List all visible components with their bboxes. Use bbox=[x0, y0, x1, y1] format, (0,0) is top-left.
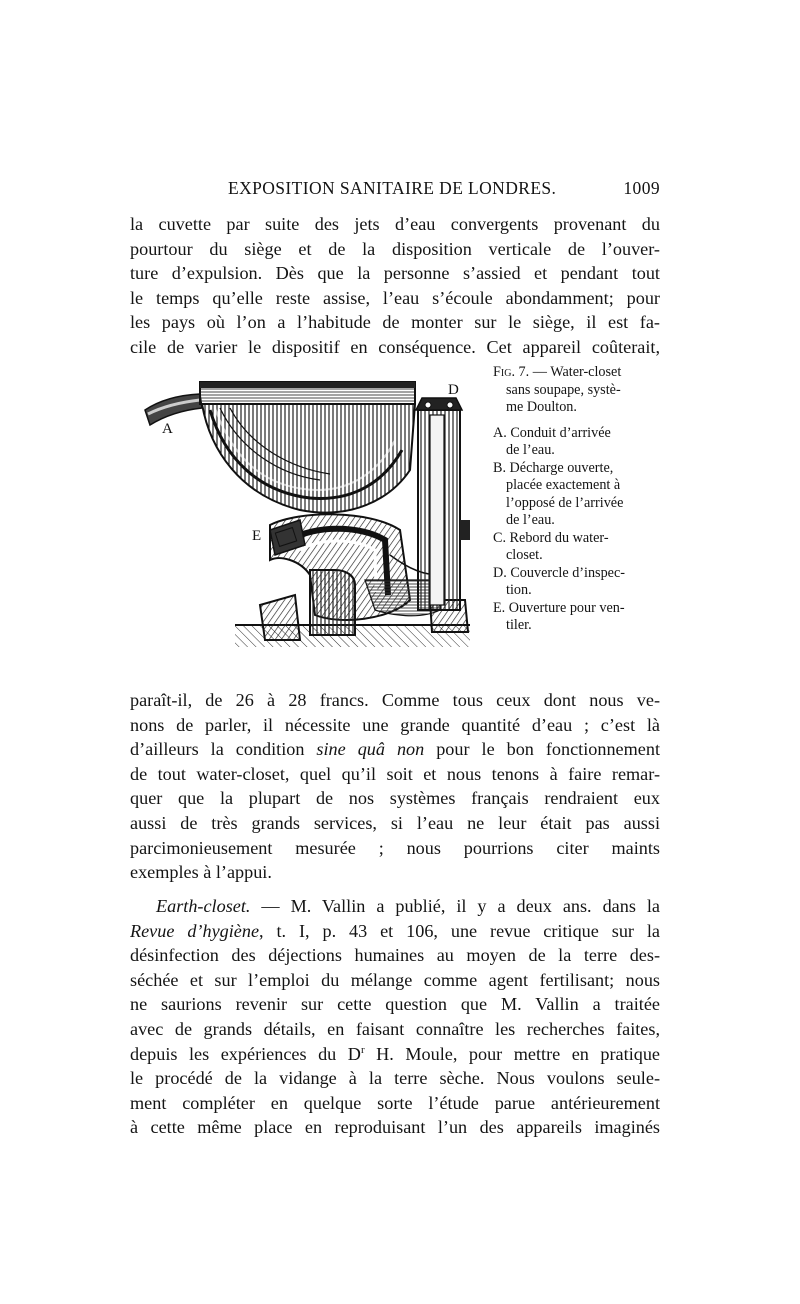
running-title: EXPOSITION SANITAIRE DE LONDRES. bbox=[228, 178, 557, 198]
text-line: le procédé de la vidange à la terre sèche. Nous voulons seule- bbox=[130, 1068, 660, 1089]
caption-title-line: me Doulton. bbox=[506, 399, 577, 415]
caption-item-c: C. Rebord du water- bbox=[493, 529, 609, 546]
text-line: Revue d’hygiène, t. I, p. 43 et 106, une revue critique sur la bbox=[130, 920, 660, 941]
text-line: depuis les expériences du $D^r$ H. Moule, pour mettre en pratique bbox=[130, 1043, 660, 1064]
caption-item-d: D. Couvercle d’inspec- bbox=[493, 564, 625, 581]
text-line: de tout water-closet, quel qu’il soit et nous tenons à faire remar- bbox=[130, 763, 660, 784]
text-line: paraît-il, de 26 à 28 francs. Comme tous ceux dont nous ve- bbox=[130, 690, 660, 710]
text-line: à cette même place en reproduisant l’un des appareils imaginés bbox=[130, 1117, 660, 1138]
page-number: 1009 bbox=[623, 178, 660, 198]
text-line: ment compléter en quelque sorte l’étude parue antérieurement bbox=[130, 1092, 660, 1113]
text-line: nons de parler, il nécessite une grande quantité d’eau ; c’est là bbox=[130, 714, 660, 735]
figure-7-illustration bbox=[140, 370, 485, 680]
text-line: désinfection des déjections humaines au moyen de la terre des- bbox=[130, 945, 660, 966]
caption-title-line: sans soupape, systè- bbox=[506, 381, 621, 398]
running-head bbox=[130, 172, 660, 202]
caption-item-line: closet. bbox=[506, 547, 543, 563]
text-line: pourtour du siège et de la disposition verticale de l’ouver- bbox=[130, 238, 660, 259]
text-line: aussi de très grands services, si l’eau ne leur était pas aussi bbox=[130, 812, 660, 833]
text-line: la cuvette par suite des jets d’eau convergents provenant du bbox=[130, 214, 660, 234]
text-line: parcimonieusement mesurée ; nous pourrions citer maints bbox=[130, 837, 660, 858]
label-a: A bbox=[162, 421, 173, 437]
text-line: séchée et sur l’emploi du mélange comme agent fertilisant; nous bbox=[130, 969, 660, 990]
label-e: E bbox=[252, 528, 262, 544]
figure-number: Fig. 7. bbox=[493, 364, 530, 380]
text-line: exemples à l’appui. bbox=[130, 862, 272, 883]
figure-caption bbox=[493, 364, 673, 635]
caption-item-line: de l’eau. bbox=[506, 512, 555, 528]
text-line: avec de grands détails, en faisant connaître les recherches faites, bbox=[130, 1018, 660, 1039]
inlet-pipe bbox=[145, 394, 202, 425]
text-line: ne saurions revenir sur cette question que M. Vallin a traitée bbox=[130, 994, 660, 1015]
water-closet-engraving bbox=[140, 370, 485, 680]
text-line: les pays où l’on a l’habitude de monter sur le siège, il est fa- bbox=[130, 312, 660, 333]
caption-item-e: E. Ouverture pour ven- bbox=[493, 599, 625, 616]
journal-title: Revue d’hygiène bbox=[130, 920, 260, 941]
outlet-pipe bbox=[310, 570, 355, 635]
text-line: ture d’expulsion. Dès que la personne s’assied et pendant tout bbox=[130, 263, 660, 284]
text-line: cile de varier le dispositif en conséquence. Cet appareil coûterait, bbox=[130, 336, 660, 357]
text-line: quer que la plupart de nos systèmes français rendraient eux bbox=[130, 788, 660, 809]
caption-item-line: tiler. bbox=[506, 617, 532, 633]
label-d: D bbox=[448, 382, 459, 398]
caption-title: Fig. 7. — Water-closet bbox=[493, 364, 622, 380]
caption-item-a: A. Conduit d’arrivée bbox=[493, 424, 611, 441]
caption-item-b: B. Décharge ouverte, bbox=[493, 459, 614, 476]
caption-item-line: tion. bbox=[506, 582, 532, 598]
text-line: Earth-closet. — M. Vallin a publié, il y a deux ans. dans la bbox=[156, 896, 660, 916]
latin-phrase: sine quâ non bbox=[316, 739, 425, 760]
caption-item-line: de l’eau. bbox=[506, 442, 555, 458]
caption-item-line: l’opposé de l’arrivée bbox=[506, 494, 624, 511]
paragraph-3 bbox=[130, 894, 660, 1140]
inspection-cover bbox=[416, 398, 462, 410]
section-heading: Earth-closet. bbox=[156, 896, 251, 916]
paragraph-1 bbox=[130, 212, 660, 360]
paragraph-2 bbox=[130, 688, 660, 885]
caption-item-line: placée exactement à bbox=[506, 477, 621, 493]
text-line: d’ailleurs la condition sine quâ non pour le bon fonctionnement bbox=[130, 739, 660, 760]
text-line: le temps qu’elle reste assise, l’eau s’écoule abondamment; pour bbox=[130, 287, 660, 308]
